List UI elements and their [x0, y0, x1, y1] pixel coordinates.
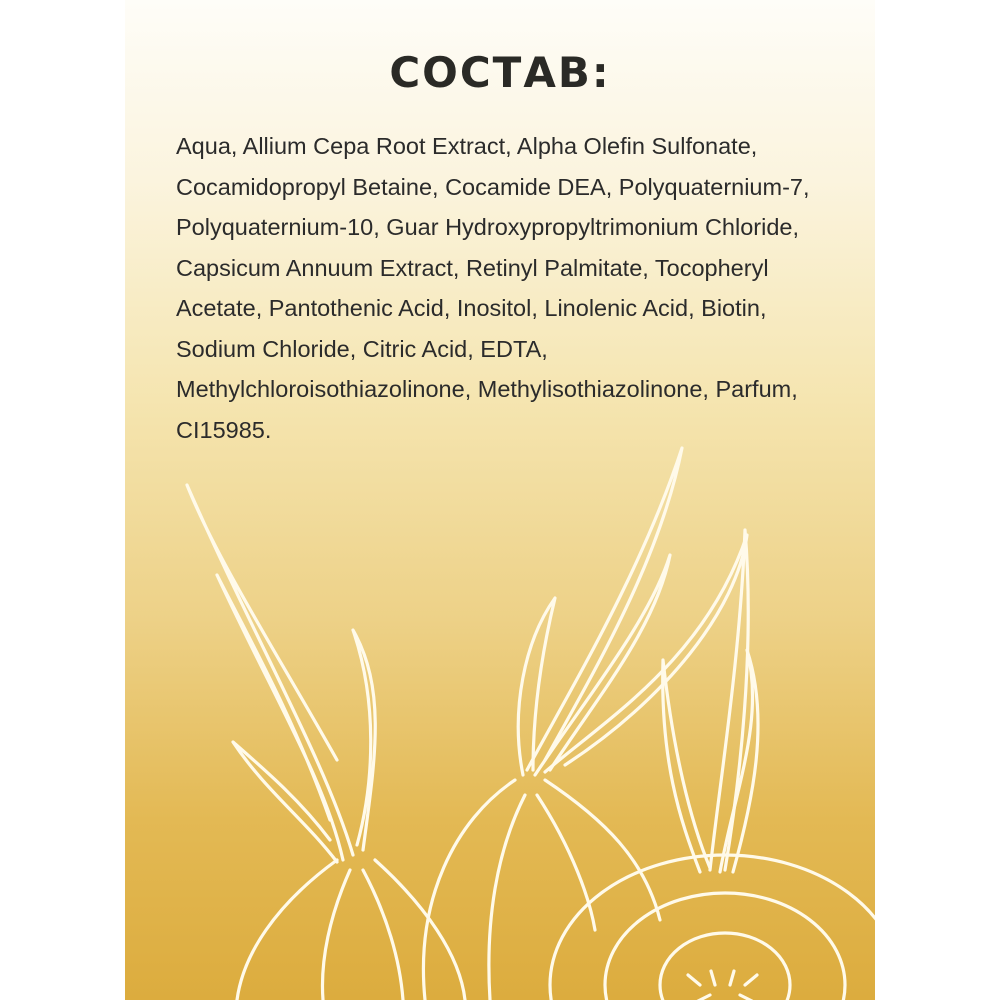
- right-onion-bulb: [605, 893, 845, 1000]
- page-title: СОСТАВ:: [389, 48, 611, 97]
- ingredients-line: Polyquaternium-10, Guar Hydroxypropyltrimonium Chloride,: [176, 214, 800, 240]
- middle-onion-bulb: [489, 795, 525, 1000]
- onion-line-art-icon: [125, 440, 875, 1000]
- middle-onion-sprout: [518, 598, 555, 775]
- middle-onion-sprout: [545, 535, 747, 772]
- ingredients-line: Aqua, Allium Cepa Root Extract, Alpha Olefin Sulfonate,: [176, 133, 758, 159]
- middle-onion-bulb: [423, 780, 515, 1000]
- ingredients-card: [125, 0, 875, 1000]
- ingredients-line: CI15985.: [176, 416, 272, 443]
- middle-onion-bulb: [545, 780, 660, 920]
- ingredients-line: Acetate, Pantothenic Acid, Inositol, Linolenic Acid, Biotin,: [176, 295, 767, 321]
- right-onion-root: [688, 971, 757, 1000]
- ingredients-line: Cocamidopropyl Betaine, Cocamide DEA, Polyquaternium-7,: [176, 173, 810, 200]
- right-onion-sprout: [663, 660, 710, 872]
- left-onion-sprout: [353, 630, 375, 850]
- ingredients-line: Capsicum Annuum Extract, Retinyl Palmitate, Tocopheryl: [176, 254, 769, 281]
- ingredients-list: [176, 126, 856, 450]
- right-onion-bulb: [660, 933, 790, 1000]
- ingredients-line: Methylchloroisothiazolinone, Methylisothiazolinone, Parfum,: [176, 376, 798, 402]
- middle-onion-bulb: [537, 795, 595, 930]
- left-onion-sprout: [217, 575, 343, 860]
- left-onion-bulb: [363, 870, 403, 1000]
- left-onion-sprout: [233, 742, 337, 862]
- left-onion-sprout: [187, 485, 353, 855]
- left-onion-bulb: [322, 870, 350, 1000]
- ingredients-line: Sodium Chloride, Citric Acid, EDTA,: [176, 335, 548, 362]
